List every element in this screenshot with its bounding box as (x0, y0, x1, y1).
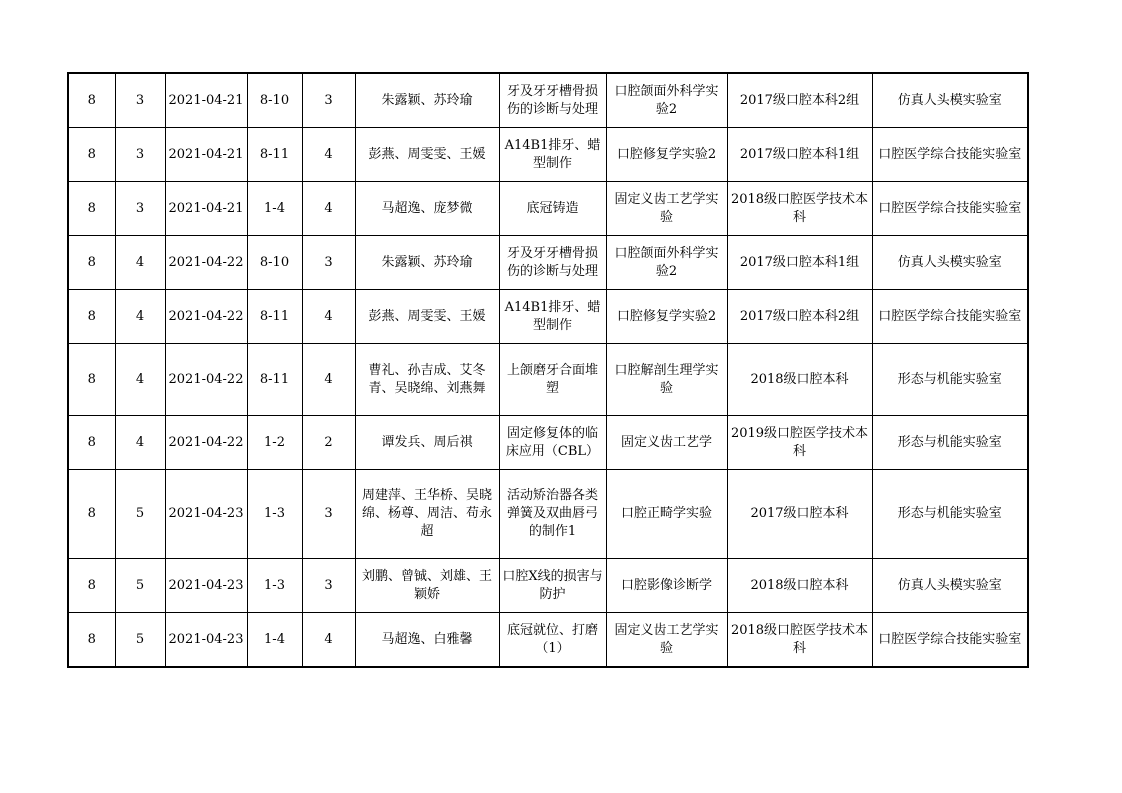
date-cell: 2021-04-22 (165, 290, 247, 344)
periods-cell: 1-3 (247, 559, 302, 613)
date-cell: 2021-04-22 (165, 236, 247, 290)
course-cell: 口腔影像诊断学 (606, 559, 727, 613)
day-cell: 4 (115, 236, 165, 290)
topic-cell: 活动矫治器各类弹簧及双曲唇弓的制作1 (499, 470, 606, 559)
schedule-rows (68, 73, 1028, 667)
week-cell: 8 (68, 416, 115, 470)
topic-cell: 牙及牙牙槽骨损伤的诊断与处理 (499, 236, 606, 290)
teachers-cell: 马超逸、庞梦微 (355, 182, 499, 236)
table-row (68, 416, 1028, 470)
date-cell: 2021-04-22 (165, 416, 247, 470)
course-cell: 口腔颌面外科学实验2 (606, 73, 727, 128)
hours-cell: 4 (302, 182, 355, 236)
day-cell: 3 (115, 182, 165, 236)
class-group-cell: 2019级口腔医学技术本科 (727, 416, 872, 470)
teachers-cell: 曹礼、孙吉成、艾冬青、吴晓绵、刘燕舞 (355, 344, 499, 416)
teachers-cell: 周建萍、王华桥、吴晓绵、杨尊、周洁、苟永超 (355, 470, 499, 559)
room-cell: 口腔医学综合技能实验室 (872, 128, 1028, 182)
date-cell: 2021-04-21 (165, 182, 247, 236)
class-group-cell: 2018级口腔医学技术本科 (727, 613, 872, 668)
table-row (68, 73, 1028, 128)
week-cell: 8 (68, 73, 115, 128)
periods-cell: 8-11 (247, 290, 302, 344)
week-cell: 8 (68, 470, 115, 559)
periods-cell: 1-2 (247, 416, 302, 470)
hours-cell: 4 (302, 128, 355, 182)
day-cell: 4 (115, 290, 165, 344)
room-cell: 口腔医学综合技能实验室 (872, 290, 1028, 344)
room-cell: 仿真人头模实验室 (872, 559, 1028, 613)
week-cell: 8 (68, 559, 115, 613)
date-cell: 2021-04-23 (165, 613, 247, 668)
day-cell: 3 (115, 73, 165, 128)
teachers-cell: 彭燕、周雯雯、王媛 (355, 290, 499, 344)
day-cell: 4 (115, 344, 165, 416)
hours-cell: 3 (302, 559, 355, 613)
day-cell: 5 (115, 470, 165, 559)
day-cell: 5 (115, 559, 165, 613)
teachers-cell: 马超逸、白雅馨 (355, 613, 499, 668)
class-group-cell: 2017级口腔本科 (727, 470, 872, 559)
class-group-cell: 2018级口腔医学技术本科 (727, 182, 872, 236)
table-row (68, 182, 1028, 236)
hours-cell: 3 (302, 73, 355, 128)
teachers-cell: 彭燕、周雯雯、王媛 (355, 128, 499, 182)
week-cell: 8 (68, 290, 115, 344)
teachers-cell: 朱露颖、苏玲瑜 (355, 236, 499, 290)
class-group-cell: 2018级口腔本科 (727, 344, 872, 416)
table-row (68, 470, 1028, 559)
date-cell: 2021-04-23 (165, 470, 247, 559)
table-row (68, 559, 1028, 613)
room-cell: 口腔医学综合技能实验室 (872, 182, 1028, 236)
hours-cell: 4 (302, 344, 355, 416)
class-group-cell: 2017级口腔本科2组 (727, 73, 872, 128)
room-cell: 形态与机能实验室 (872, 470, 1028, 559)
class-group-cell: 2018级口腔本科 (727, 559, 872, 613)
schedule-sheet (67, 72, 1029, 668)
course-cell: 固定义齿工艺学 (606, 416, 727, 470)
class-group-cell: 2017级口腔本科2组 (727, 290, 872, 344)
periods-cell: 8-11 (247, 344, 302, 416)
periods-cell: 1-4 (247, 182, 302, 236)
hours-cell: 2 (302, 416, 355, 470)
topic-cell: 牙及牙牙槽骨损伤的诊断与处理 (499, 73, 606, 128)
course-cell: 固定义齿工艺学实验 (606, 613, 727, 668)
topic-cell: A14B1排牙、蜡型制作 (499, 290, 606, 344)
day-cell: 5 (115, 613, 165, 668)
week-cell: 8 (68, 344, 115, 416)
date-cell: 2021-04-22 (165, 344, 247, 416)
course-cell: 口腔正畸学实验 (606, 470, 727, 559)
week-cell: 8 (68, 182, 115, 236)
topic-cell: 上颌磨牙合面堆塑 (499, 344, 606, 416)
hours-cell: 4 (302, 613, 355, 668)
course-cell: 口腔颌面外科学实验2 (606, 236, 727, 290)
table-row (68, 128, 1028, 182)
class-group-cell: 2017级口腔本科1组 (727, 236, 872, 290)
course-cell: 口腔修复学实验2 (606, 128, 727, 182)
week-cell: 8 (68, 128, 115, 182)
week-cell: 8 (68, 236, 115, 290)
table-row (68, 344, 1028, 416)
teachers-cell: 朱露颖、苏玲瑜 (355, 73, 499, 128)
topic-cell: 口腔X线的损害与防护 (499, 559, 606, 613)
course-cell: 固定义齿工艺学实验 (606, 182, 727, 236)
week-cell: 8 (68, 613, 115, 668)
topic-cell: 底冠就位、打磨（1） (499, 613, 606, 668)
teachers-cell: 谭发兵、周后祺 (355, 416, 499, 470)
course-cell: 口腔修复学实验2 (606, 290, 727, 344)
hours-cell: 4 (302, 290, 355, 344)
date-cell: 2021-04-21 (165, 73, 247, 128)
topic-cell: A14B1排牙、蜡型制作 (499, 128, 606, 182)
table-row (68, 236, 1028, 290)
room-cell: 仿真人头模实验室 (872, 236, 1028, 290)
day-cell: 3 (115, 128, 165, 182)
table-row (68, 290, 1028, 344)
room-cell: 仿真人头模实验室 (872, 73, 1028, 128)
table-row (68, 613, 1028, 668)
hours-cell: 3 (302, 470, 355, 559)
periods-cell: 8-10 (247, 236, 302, 290)
date-cell: 2021-04-23 (165, 559, 247, 613)
class-group-cell: 2017级口腔本科1组 (727, 128, 872, 182)
topic-cell: 底冠铸造 (499, 182, 606, 236)
date-cell: 2021-04-21 (165, 128, 247, 182)
room-cell: 口腔医学综合技能实验室 (872, 613, 1028, 668)
room-cell: 形态与机能实验室 (872, 344, 1028, 416)
day-cell: 4 (115, 416, 165, 470)
room-cell: 形态与机能实验室 (872, 416, 1028, 470)
schedule-table (67, 72, 1029, 668)
hours-cell: 3 (302, 236, 355, 290)
course-cell: 口腔解剖生理学实验 (606, 344, 727, 416)
teachers-cell: 刘鹏、曾铖、刘雄、王颖娇 (355, 559, 499, 613)
periods-cell: 1-4 (247, 613, 302, 668)
topic-cell: 固定修复体的临床应用（CBL） (499, 416, 606, 470)
periods-cell: 8-10 (247, 73, 302, 128)
periods-cell: 8-11 (247, 128, 302, 182)
periods-cell: 1-3 (247, 470, 302, 559)
